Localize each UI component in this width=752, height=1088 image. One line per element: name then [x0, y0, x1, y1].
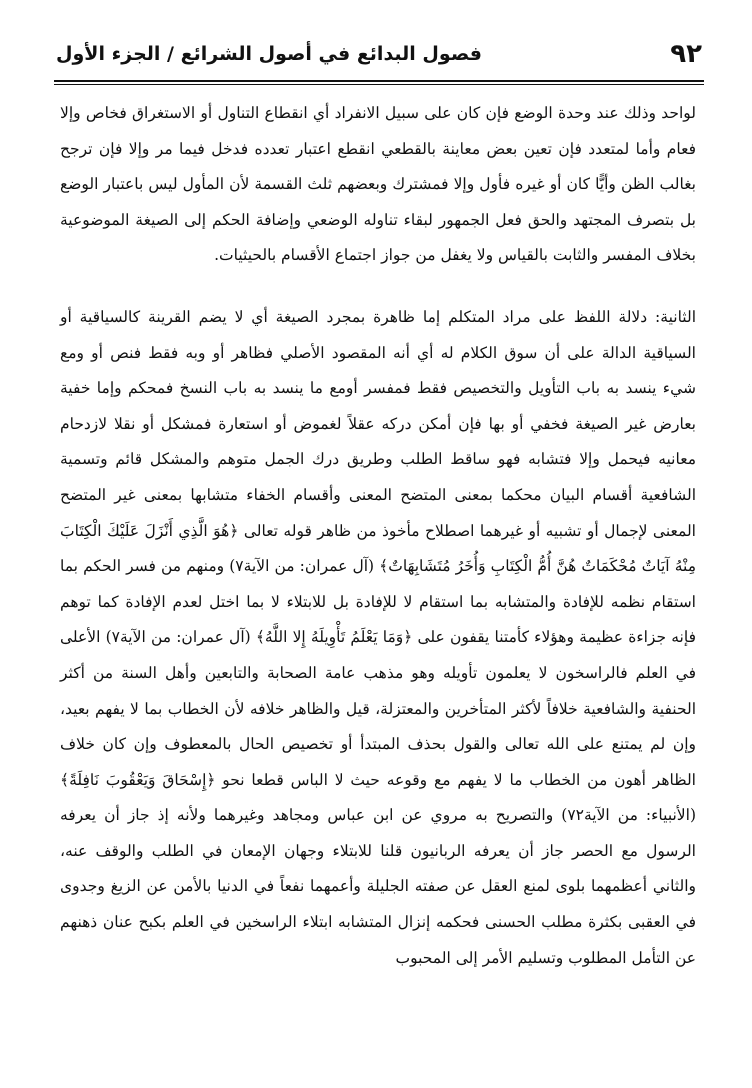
- header-rule-thin: [54, 84, 704, 85]
- running-title: فصول البدائع في أصول الشرائع / الجزء الأول: [56, 43, 482, 65]
- paragraph-second-principle: الثانية: دلالة اللفظ على مراد المتكلم إما ظاهرة بمجرد الصيغة أي لا يضم القرينة كالسياقية أو السياقية الدالة على أن سوق الكلام له أي أنه المقصود الأصلي فظاهر أو وبه فقط فنص أو ومع شيء ينسد به باب التأويل والتخصيص فقط فمفسر أومع ما ينسد به باب النسخ فمحكم وإما خفية بعارض غير الصيغة فخفي أو بها فإن أمكن دركه عقلاً لغموض أو استعارة فمشكل أو نقلا لازدحام معانيه فيحمل وإلا فتشابه فهو ساقط الطلب وطريق درك الجمل متوهم والمشكل قائم وتسمية الشافعية أقسام البيان محكما بمعنى المتضح المعنى وأقسام الخفاء متشابها بمعنى غير المتضح المعنى لإجمال أو تشبيه أو غيرهما اصطلاح مأخوذ من ظاهر قوله تعالى ﴿هُوَ الَّذِي أَنْزَلَ عَلَيْكَ الْكِتَابَ مِنْهُ آيَاتٌ مُحْكَمَاتٌ هُنَّ أُمُّ الْكِتَابِ وَأُخَرُ مُتَشَابِهَاتٌ﴾ (آل عمران: من الآية٧) ومنهم من فسر الحكم بما استقام نظمه للإفادة والمتشابه بما استقام لا للإفادة بل للابتلاء لا بما اختل لعدم الإفادة كما توهم فإنه جزاءة عظيمة وهؤلاء كأمتنا يقفون على ﴿وَمَا يَعْلَمُ تَأْوِيلَهُ إِلا اللَّهُ﴾ (آل عمران: من الآية٧) الأعلى في العلم فالراسخون لا يعلمون تأويله وهو مذهب عامة الصحابة والتابعين وأهل السنة من أكثر الحنفية والشافعية خلافاً لأكثر المتأخرين والمعتزلة، قيل والظاهر خلافه لأن الخطاب بما لا يفهم بعيد، وإن لم يمتنع على الله تعالى والقول بحذف المبتدأ أو تخصيص الحال بالمعطوف وإن كان خلاف الظاهر أهون من الخطاب ما لا يفهم مع وقوعه حيث لا الباس قطعا نحو ﴿إِسْحَاقَ وَيَعْقُوبَ نَافِلَةً﴾ (الأنبياء: من الآية٧٢) والتصريح به مروي عن ابن عباس ومجاهد وغيرهما ولأنه إذ جاز أن يعرفه الرسول مع الحصر جاز أن يعرفه الربانيون قلنا للابتلاء وجهان الإمعان في الطلب والوقف عنه، والثاني أعظمهما بلوى لمنع العقل عن صفته الجليلة وأعمهما نفعاً في الدنيا بالأمن عن الزيغ وجدوى في العقبى بكثرة مطلب الحسنى فحكمه إنزال المتشابه ابتلاء الراسخين في العلم بكبح عنان ذهنهم عن التأمل المطلوب وتسليم الأمر إلى المحبوب: [60, 307, 697, 967]
- page-body: [60, 96, 696, 976]
- paragraph-continuation: لواحد وذلك عند وحدة الوضع فإن كان على سبيل الانفراد أي انقطاع التناول أو الاستغراق فخاص وإلا فعام وأما لمتعدد فإن تعين بعض معاينة بالقطعي انقطع اعتبار تعدده فدخل فيما مر وإلا فإن ترجح بغالب الظن وأيًّا كان أو غيره فأول وإلا فمشترك وبعضهم ثلث القسمة لأن المأول ليس باعتبار الوضع بل بتصرف المجتهد والحق فعل الجمهور لبقاء تناوله الوضعي وإضافة الحكم إلى الصيغة الموضوعية بخلاف المفسر والثابت بالقياس ولا يغفل من جواز اجتماع الأقسام بالحيثيات.: [60, 104, 696, 265]
- paragraph-gap: [60, 274, 696, 300]
- page-header: [56, 32, 702, 76]
- header-rule: [54, 80, 704, 82]
- page-number: ٩٢: [670, 39, 702, 69]
